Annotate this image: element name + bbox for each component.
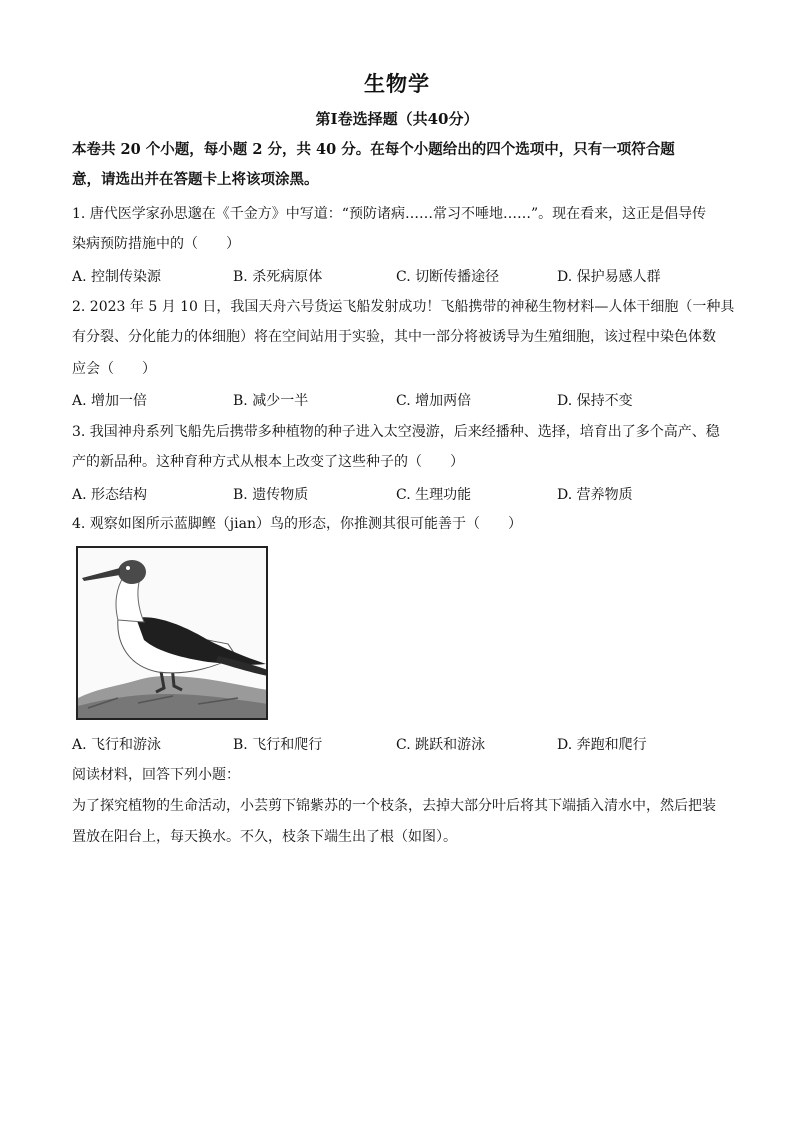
question-4-line-1: 4. 观察如图所示蓝脚鲣（jian）鸟的形态，你推测其很可能善于（ ） <box>72 516 522 532</box>
question-3-option-d[interactable]: D. 营养物质 <box>557 487 633 503</box>
question-2-line-1: 2. 2023 年 5 月 10 日，我国天舟六号货运飞船发射成功！飞船携带的神秘生物材料—人体干细胞（一种具 <box>72 299 735 315</box>
question-3-line-2: 产的新品种。这种育种方式从根本上改变了这些种子的（ ） <box>72 454 464 470</box>
reading-material-line-2: 置放在阳台上，每天换水。不久，枝条下端生出了根（如图）。 <box>72 829 457 845</box>
question-2-option-c[interactable]: C. 增加两倍 <box>396 393 472 409</box>
question-4-option-b[interactable]: B. 飞行和爬行 <box>233 737 323 753</box>
question-1-option-b[interactable]: B. 杀死病原体 <box>233 269 323 285</box>
instructions-line-1: 本卷共 20 个小题，每小题 2 分，共 40 分。在每个小题给出的四个选项中，只有一项符合题 <box>72 141 675 158</box>
question-3-line-1: 3. 我国神舟系列飞船先后携带多种植物的种子进入太空漫游，后来经播种、选择，培育出了多个高产、稳 <box>72 424 720 440</box>
page-title: 生物学 <box>364 71 430 96</box>
question-1-line-1: 1. 唐代医学家孙思邈在《千金方》中写道：“预防诸病……常习不唾地……”。现在看来，这正是倡导传 <box>72 206 707 222</box>
question-2-line-2: 有分裂、分化能力的体细胞）将在空间站用于实验，其中一部分将被诱导为生殖细胞，该过程中染色体数 <box>72 329 716 345</box>
question-3-option-b[interactable]: B. 遗传物质 <box>233 487 309 503</box>
question-2-option-d[interactable]: D. 保持不变 <box>557 393 633 409</box>
reading-prompt: 阅读材料，回答下列小题： <box>72 767 240 783</box>
booby-bird-image <box>76 546 268 720</box>
booby-bird-illustration <box>78 548 268 720</box>
question-2-line-3: 应会（ ） <box>72 361 156 377</box>
question-4-option-c[interactable]: C. 跳跃和游泳 <box>396 737 486 753</box>
section-title: 第Ⅰ卷选择题（共40分） <box>315 110 479 128</box>
question-2-option-b[interactable]: B. 减少一半 <box>233 393 309 409</box>
question-1-option-d[interactable]: D. 保护易感人群 <box>557 269 661 285</box>
instructions-line-2: 意，请选出并在答题卡上将该项涂黑。 <box>72 171 319 188</box>
reading-material-line-1: 为了探究植物的生命活动，小芸剪下锦紫苏的一个枝条，去掉大部分叶后将其下端插入清水中，然后把装 <box>72 798 716 814</box>
question-3-option-a[interactable]: A. 形态结构 <box>72 487 148 503</box>
question-3-option-c[interactable]: C. 生理功能 <box>396 487 472 503</box>
question-1-option-c[interactable]: C. 切断传播途径 <box>396 269 500 285</box>
question-2-option-a[interactable]: A. 增加一倍 <box>72 393 148 409</box>
question-1-line-2: 染病预防措施中的（ ） <box>72 236 240 252</box>
question-4-option-d[interactable]: D. 奔跑和爬行 <box>557 737 647 753</box>
question-1-option-a[interactable]: A. 控制传染源 <box>72 269 162 285</box>
question-4-option-a[interactable]: A. 飞行和游泳 <box>72 737 162 753</box>
